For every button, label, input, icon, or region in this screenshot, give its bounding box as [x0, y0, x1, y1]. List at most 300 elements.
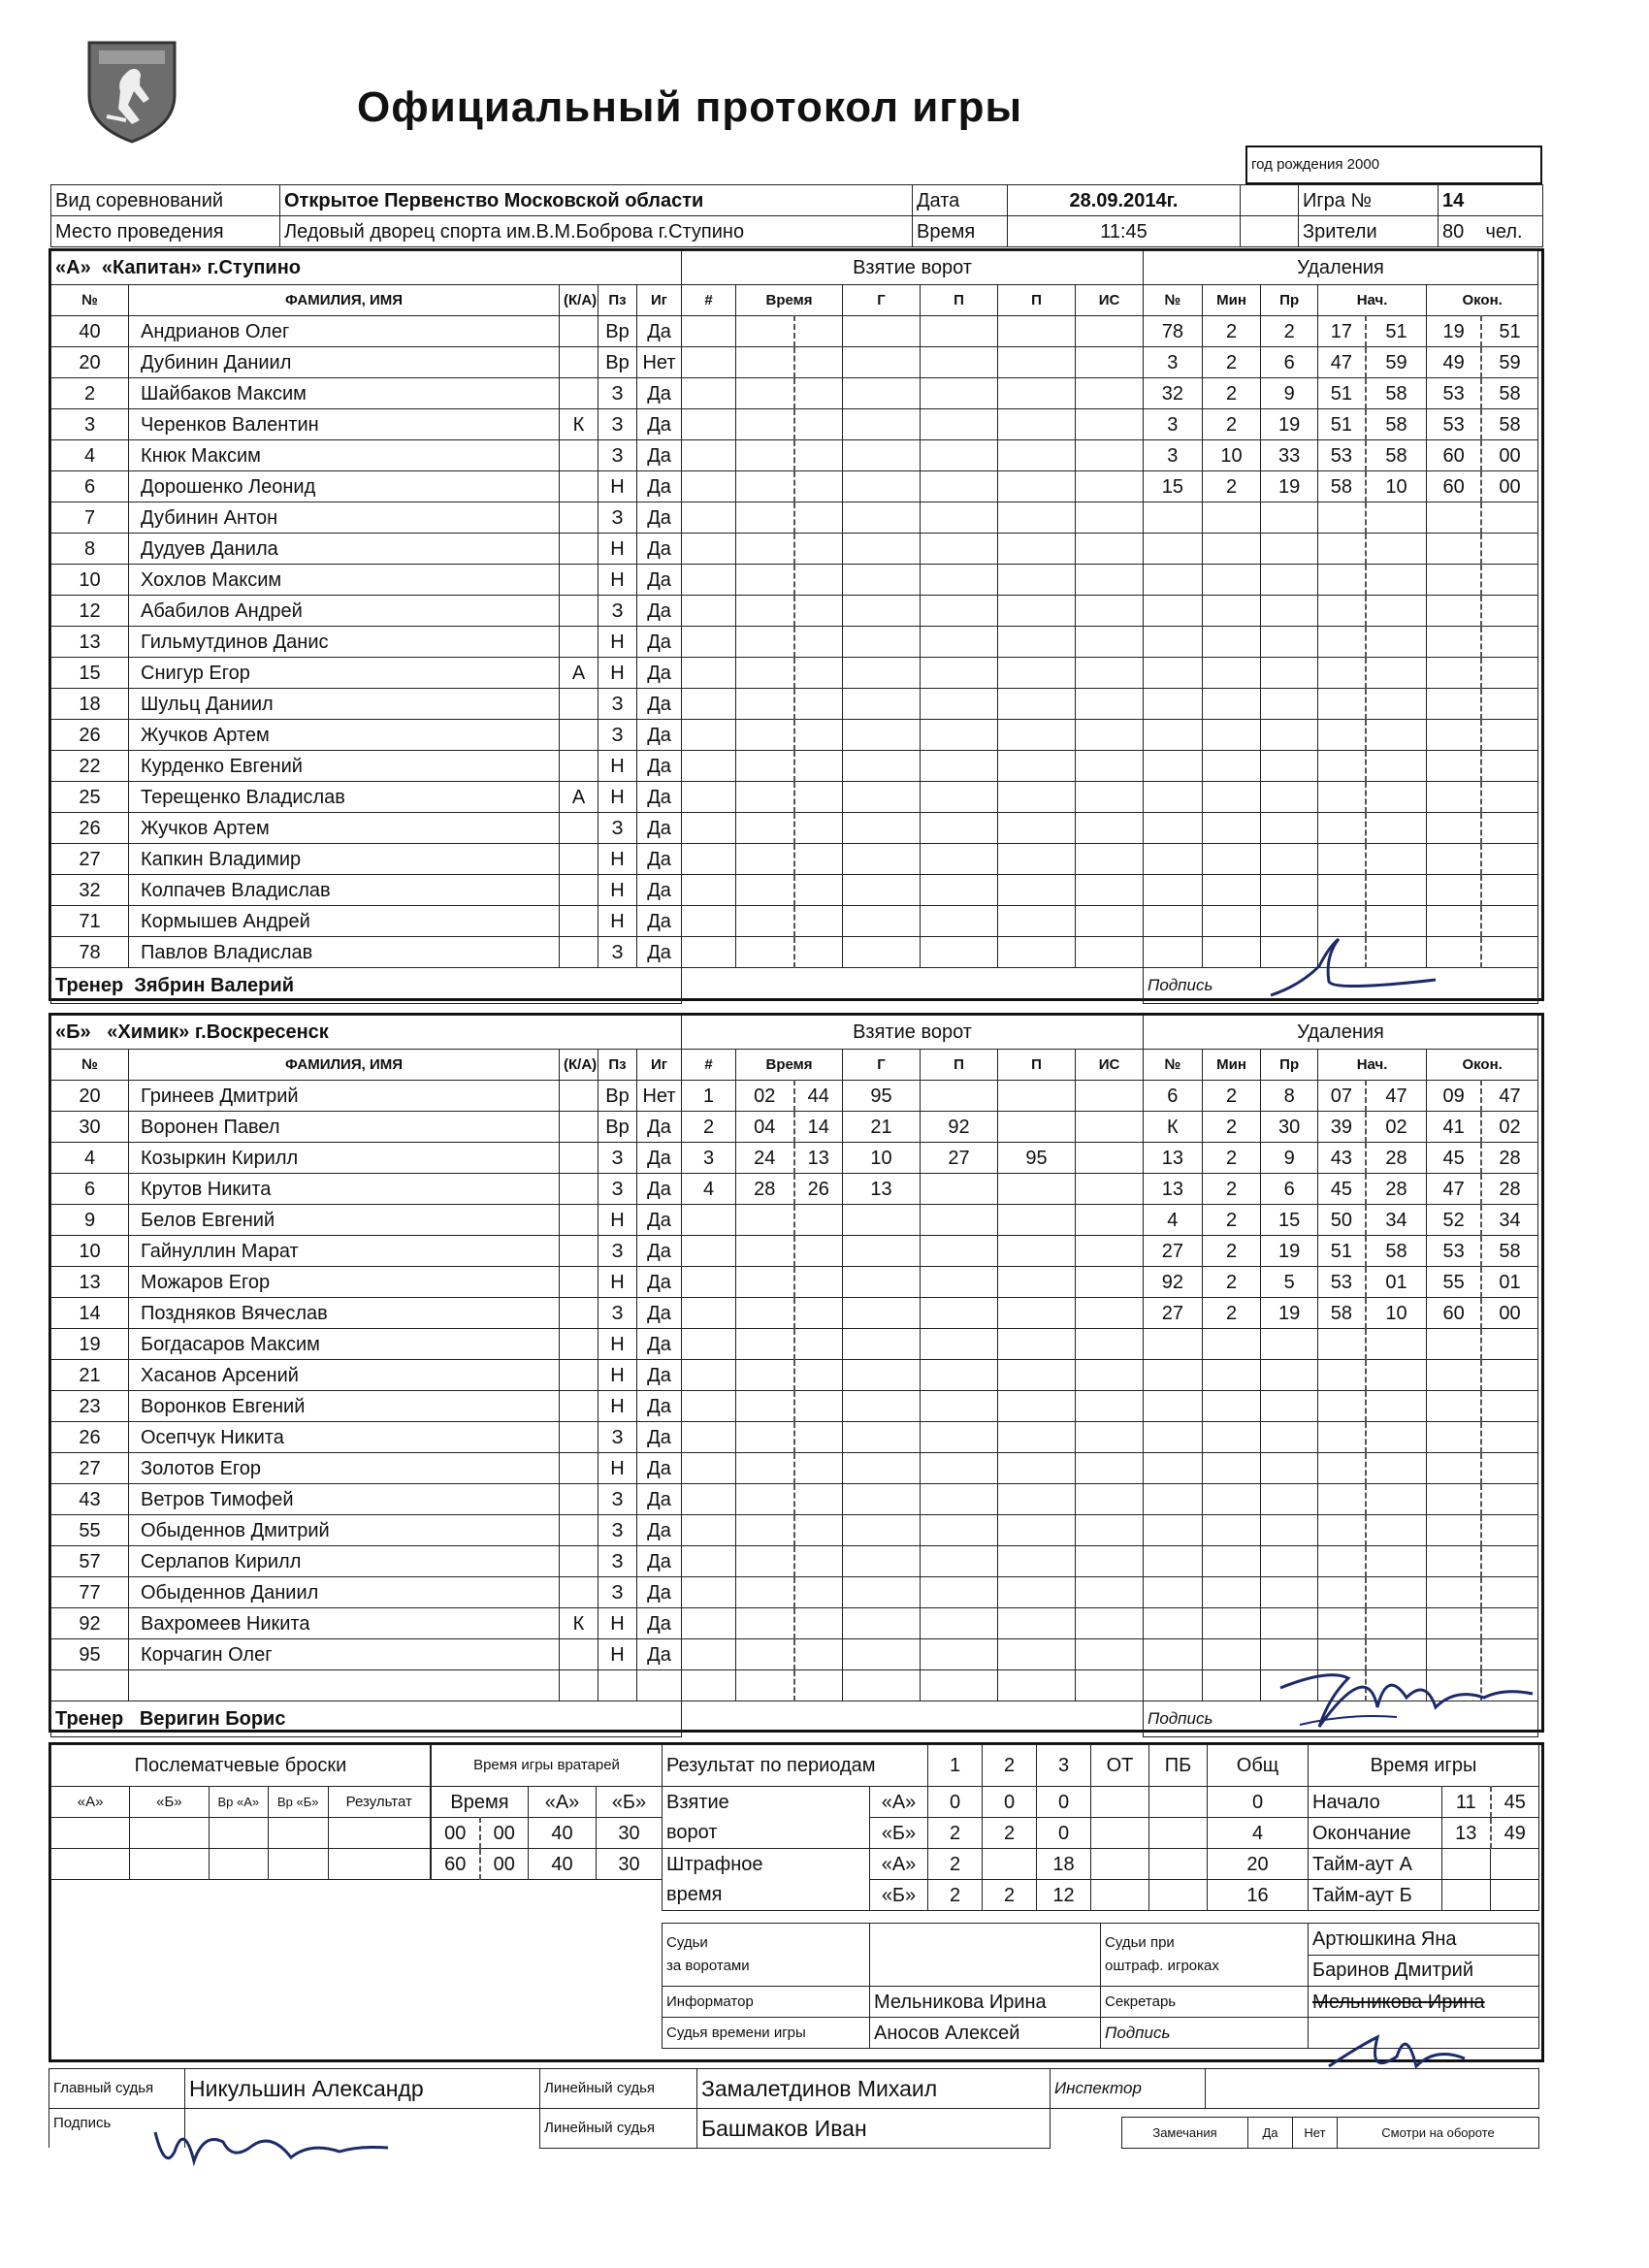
player-played: Да	[637, 1391, 682, 1422]
time-label: Время	[913, 216, 1008, 247]
team-b-tag: «Б»	[870, 1880, 928, 1911]
table-row	[51, 875, 682, 906]
penalty-reason	[1261, 689, 1317, 720]
shootout-col-gk-a: Вр «А»	[209, 1787, 269, 1818]
penalty-end-sec	[1481, 875, 1538, 906]
goal-assist-1	[921, 1236, 998, 1267]
table-row	[682, 751, 1144, 782]
penalty-start-sec: 51	[1366, 316, 1427, 347]
player-played: Да	[637, 751, 682, 782]
goal-number	[682, 378, 736, 409]
player-position: Вр	[598, 347, 637, 378]
goalie-a-number: 40	[529, 1849, 597, 1880]
goalie-time-value: 00	[432, 1818, 480, 1849]
penalty-start-sec	[1366, 782, 1427, 813]
player-name: Поздняков Вячеслав	[129, 1298, 560, 1329]
penalty-reason: 8	[1261, 1081, 1317, 1112]
penalty-end-min	[1427, 658, 1481, 689]
player-number: 13	[51, 1267, 129, 1298]
goal-minute	[736, 1298, 794, 1329]
table-row	[51, 813, 682, 844]
competition: Открытое Первенство Московской области	[280, 185, 913, 216]
end-label: Окончание	[1309, 1818, 1442, 1849]
goal-assist-2	[998, 720, 1076, 751]
penalty-start-min	[1317, 813, 1365, 844]
player-position: Вр	[598, 1081, 637, 1112]
goal-scorer	[843, 782, 921, 813]
penalty-reason	[1261, 720, 1317, 751]
goal-assist-2	[998, 1329, 1076, 1360]
goals-a-total: 0	[1208, 1787, 1309, 1818]
goal-assist-1	[921, 689, 998, 720]
penalty-reason	[1261, 1360, 1317, 1391]
table-row	[51, 689, 682, 720]
player-played: Да	[637, 1360, 682, 1391]
player-captain-mark: К	[560, 409, 598, 440]
player-number: 4	[51, 1143, 129, 1174]
player-name: Дудуев Данила	[129, 534, 560, 565]
team-a-coach: Тренер Зябрин Валерий	[51, 968, 682, 1004]
goal-assist-1	[921, 1391, 998, 1422]
penalty-player	[1144, 782, 1203, 813]
team-a-penalties-title: Удаления	[1144, 251, 1538, 285]
goal-second	[794, 1484, 843, 1515]
player-number: 6	[51, 1174, 129, 1205]
goal-second	[794, 1577, 843, 1608]
penalty-end-min: 47	[1427, 1174, 1481, 1205]
goal-number	[682, 782, 736, 813]
table-row	[51, 347, 682, 378]
col-pen-reason: Пр	[1261, 285, 1317, 316]
goal-number	[682, 1639, 736, 1670]
penalty-end-sec	[1481, 937, 1538, 968]
player-captain-mark	[560, 1639, 598, 1670]
penalty-end-min	[1427, 875, 1481, 906]
table-row	[1144, 1329, 1538, 1360]
table-row	[682, 1267, 1144, 1298]
goalie-time-value: 00	[480, 1849, 529, 1880]
table-row	[682, 534, 1144, 565]
penalty-start-min	[1317, 1608, 1365, 1639]
penalty-end-sec: 00	[1481, 471, 1538, 502]
penalty-player	[1144, 1608, 1203, 1639]
goal-strength	[1076, 1608, 1144, 1639]
goal-second	[794, 1236, 843, 1267]
timeout-a-label: Тайм-аут А	[1309, 1849, 1442, 1880]
player-captain-mark	[560, 565, 598, 596]
penalty-start-sec	[1366, 1453, 1427, 1484]
player-position: Н	[598, 534, 637, 565]
goal-strength	[1076, 1391, 1144, 1422]
pen-a-p2	[983, 1849, 1037, 1880]
goal-number	[682, 720, 736, 751]
goal-assist-1	[921, 534, 998, 565]
penalty-player	[1144, 596, 1203, 627]
goals-b-p1: 2	[928, 1818, 983, 1849]
goal-assist-2: 95	[998, 1143, 1076, 1174]
penalty-end-min: 19	[1427, 316, 1481, 347]
goal-strength	[1076, 1670, 1144, 1701]
end-hour: 13	[1442, 1818, 1491, 1849]
goals-a-pb	[1149, 1787, 1208, 1818]
player-position: Н	[598, 1360, 637, 1391]
goalie-time-col-b: «Б»	[597, 1787, 663, 1818]
goal-assist-1	[921, 316, 998, 347]
player-played: Да	[637, 627, 682, 658]
goal-minute	[736, 1360, 794, 1391]
team-b-title: «Б» «Химик» г.Воскресенск	[51, 1016, 682, 1050]
player-number: 26	[51, 1422, 129, 1453]
penalty-player: 32	[1144, 378, 1203, 409]
penalty-end-sec: 58	[1481, 378, 1538, 409]
pen-b-p2: 2	[983, 1880, 1037, 1911]
goal-second: 26	[794, 1174, 843, 1205]
penalty-judge-b: Баринов Дмитрий	[1309, 1955, 1539, 1987]
goal-minute	[736, 565, 794, 596]
penalty-start-sec: 34	[1366, 1205, 1427, 1236]
player-number: 18	[51, 689, 129, 720]
table-row	[1144, 782, 1538, 813]
table-row	[682, 658, 1144, 689]
table-row	[51, 1236, 682, 1267]
penalty-reason: 19	[1261, 471, 1317, 502]
col-pen-number: №	[1144, 285, 1203, 316]
penalty-player	[1144, 1670, 1203, 1701]
table-row	[51, 502, 682, 534]
goal-scorer	[843, 658, 921, 689]
penalty-reason: 9	[1261, 378, 1317, 409]
penalty-start-sec	[1366, 720, 1427, 751]
player-name	[129, 1670, 560, 1701]
goal-assist-1	[921, 596, 998, 627]
goal-strength	[1076, 844, 1144, 875]
pen-a-ot	[1091, 1849, 1149, 1880]
goal-assist-2	[998, 1639, 1076, 1670]
table-row	[1144, 502, 1538, 534]
player-number: 43	[51, 1484, 129, 1515]
goal-number	[682, 1267, 736, 1298]
table-row	[682, 440, 1144, 471]
player-name: Дубинин Антон	[129, 502, 560, 534]
table-row	[682, 378, 1144, 409]
spacer	[1241, 185, 1299, 216]
player-position: З	[598, 1422, 637, 1453]
player-captain-mark	[560, 751, 598, 782]
penalty-end-min: 45	[1427, 1143, 1481, 1174]
goal-minute	[736, 782, 794, 813]
penalty-minutes	[1202, 1639, 1261, 1670]
penalty-player: 13	[1144, 1143, 1203, 1174]
goal-number	[682, 565, 736, 596]
penalty-start-sec	[1366, 1577, 1427, 1608]
goal-minute	[736, 316, 794, 347]
goal-assist-1	[921, 751, 998, 782]
player-position: З	[598, 937, 637, 968]
penalty-reason	[1261, 1515, 1317, 1546]
table-row	[682, 1236, 1144, 1267]
goal-scorer	[843, 1515, 921, 1546]
penalty-player: 15	[1144, 471, 1203, 502]
shootout-col-result: Результат	[328, 1787, 430, 1818]
goal-assist-1	[921, 1453, 998, 1484]
goal-scorer	[843, 1329, 921, 1360]
player-number: 8	[51, 534, 129, 565]
goal-assist-2	[998, 440, 1076, 471]
penalty-player: 3	[1144, 409, 1203, 440]
goal-second	[794, 534, 843, 565]
goal-second	[794, 440, 843, 471]
penalty-end-sec	[1481, 720, 1538, 751]
goal-assist-2	[998, 751, 1076, 782]
goal-minute	[736, 720, 794, 751]
penalty-minutes	[1202, 937, 1261, 968]
goal-scorer	[843, 1639, 921, 1670]
table-row	[1144, 316, 1538, 347]
player-name: Колпачев Владислав	[129, 875, 560, 906]
player-number: 2	[51, 378, 129, 409]
penalty-minutes	[1202, 1453, 1261, 1484]
penalty-end-sec	[1481, 596, 1538, 627]
player-name: Обыденнов Даниил	[129, 1577, 560, 1608]
goal-strength	[1076, 1298, 1144, 1329]
team-a-goals	[681, 250, 1144, 968]
venue: Ледовый дворец спорта им.В.М.Боброва г.Ступино	[280, 216, 913, 247]
goal-assist-1	[921, 1484, 998, 1515]
player-played: Да	[637, 1639, 682, 1670]
goal-minute	[736, 1546, 794, 1577]
penalty-reason	[1261, 596, 1317, 627]
penalty-minutes	[1202, 1329, 1261, 1360]
player-name: Терещенко Владислав	[129, 782, 560, 813]
goal-scorer: 13	[843, 1174, 921, 1205]
period-1-header: 1	[928, 1745, 983, 1787]
goal-second: 14	[794, 1112, 843, 1143]
goal-minute	[736, 658, 794, 689]
goal-second	[794, 1391, 843, 1422]
table-row	[51, 1329, 682, 1360]
table-row	[51, 1143, 682, 1174]
player-position	[598, 1670, 637, 1701]
goal-number	[682, 751, 736, 782]
spectators-label: Зрители	[1299, 216, 1439, 247]
player-position: Н	[598, 471, 637, 502]
penalty-minutes: 2	[1202, 1081, 1261, 1112]
team-a-goals-title: Взятие ворот	[682, 251, 1144, 285]
table-row	[682, 471, 1144, 502]
table-row	[51, 596, 682, 627]
goal-minute	[736, 1639, 794, 1670]
document-title: Официальный протокол игры	[357, 83, 1023, 131]
penalty-end-sec: 28	[1481, 1174, 1538, 1205]
player-number: 92	[51, 1608, 129, 1639]
player-name: Воронков Евгений	[129, 1391, 560, 1422]
goal-assist-2	[998, 471, 1076, 502]
penalty-reason: 19	[1261, 1298, 1317, 1329]
team-a-signature-label: Подпись	[1144, 968, 1538, 1004]
player-position: З	[598, 689, 637, 720]
goal-assist-1	[921, 813, 998, 844]
goal-scorer	[843, 937, 921, 968]
team-b-coach: Тренер Веригин Борис	[51, 1701, 682, 1737]
col-pen-end: Окон.	[1427, 285, 1538, 316]
penalty-player: 4	[1144, 1205, 1203, 1236]
player-position: З	[598, 1484, 637, 1515]
goal-assist-2	[998, 378, 1076, 409]
player-position: Н	[598, 1329, 637, 1360]
table-row	[1144, 565, 1538, 596]
player-name: Абабилов Андрей	[129, 596, 560, 627]
goals-b-total: 4	[1208, 1818, 1309, 1849]
penalty-end-min: 49	[1427, 347, 1481, 378]
table-row	[682, 316, 1144, 347]
col-pen-reason: Пр	[1261, 1050, 1317, 1081]
penalty-reason	[1261, 1391, 1317, 1422]
goalie-b-number: 30	[597, 1818, 663, 1849]
penalty-minutes	[1202, 534, 1261, 565]
table-row	[51, 1639, 682, 1670]
penalty-end-sec	[1481, 658, 1538, 689]
player-captain-mark	[560, 316, 598, 347]
goal-scorer: 95	[843, 1081, 921, 1112]
penalty-end-sec: 59	[1481, 347, 1538, 378]
player-captain-mark	[560, 1546, 598, 1577]
end-minute: 49	[1491, 1818, 1539, 1849]
goal-number	[682, 1360, 736, 1391]
linesman-2: Башмаков Иван	[697, 2109, 1051, 2149]
penalty-reason	[1261, 502, 1317, 534]
penalty-start-min: 43	[1317, 1143, 1365, 1174]
competition-label: Вид соревнований	[51, 185, 280, 216]
penalty-start-sec: 59	[1366, 347, 1427, 378]
penalty-end-sec	[1481, 844, 1538, 875]
table-row	[51, 1546, 682, 1577]
goal-scorer	[843, 1546, 921, 1577]
player-number: 26	[51, 813, 129, 844]
penalty-player	[1144, 937, 1203, 968]
player-name: Кормышев Андрей	[129, 906, 560, 937]
penalty-player	[1144, 627, 1203, 658]
player-name: Андрианов Олег	[129, 316, 560, 347]
player-captain-mark	[560, 875, 598, 906]
table-row	[1144, 471, 1538, 502]
table-row	[51, 1515, 682, 1546]
goal-minute	[736, 813, 794, 844]
player-number: 3	[51, 409, 129, 440]
penalty-reason: 2	[1261, 316, 1317, 347]
goalie-time-col: Время	[432, 1787, 529, 1818]
player-name: Черенков Валентин	[129, 409, 560, 440]
player-name: Гринеев Дмитрий	[129, 1081, 560, 1112]
table-row	[51, 658, 682, 689]
goal-number	[682, 1515, 736, 1546]
table-row	[682, 875, 1144, 906]
table-row	[51, 378, 682, 409]
goal-assist-1	[921, 1670, 998, 1701]
goal-assist-1	[921, 906, 998, 937]
penalty-minutes	[1202, 1577, 1261, 1608]
remarks-table	[1121, 2117, 1539, 2149]
player-number: 26	[51, 720, 129, 751]
player-number: 12	[51, 596, 129, 627]
goal-assist-1	[921, 627, 998, 658]
penalty-end-sec	[1481, 782, 1538, 813]
goal-assist-1	[921, 1267, 998, 1298]
goal-scorer	[843, 409, 921, 440]
player-number: 78	[51, 937, 129, 968]
team-b-roster	[50, 1015, 682, 1737]
goal-minute	[736, 1205, 794, 1236]
penalty-player: К	[1144, 1112, 1203, 1143]
goal-strength	[1076, 751, 1144, 782]
table-row	[1144, 627, 1538, 658]
penalty-minutes: 2	[1202, 409, 1261, 440]
goal-second	[794, 1267, 843, 1298]
penalty-minutes	[1202, 1515, 1261, 1546]
player-played: Да	[637, 1174, 682, 1205]
player-number: 27	[51, 844, 129, 875]
remarks-yes[interactable]: Да	[1248, 2118, 1293, 2149]
goal-strength	[1076, 906, 1144, 937]
player-position: З	[598, 1236, 637, 1267]
penalty-start-min: 51	[1317, 378, 1365, 409]
penalty-start-min: 39	[1317, 1112, 1365, 1143]
goal-number	[682, 1608, 736, 1639]
player-name: Можаров Егор	[129, 1267, 560, 1298]
penalty-reason: 15	[1261, 1205, 1317, 1236]
col-pen-number: №	[1144, 1050, 1203, 1081]
table-row	[1144, 813, 1538, 844]
goal-assist-2	[998, 1453, 1076, 1484]
penalty-end-min	[1427, 1360, 1481, 1391]
penalty-start-min: 53	[1317, 1267, 1365, 1298]
game-label: Игра №	[1299, 185, 1439, 216]
pen-a-p1: 2	[928, 1849, 983, 1880]
player-number: 15	[51, 658, 129, 689]
table-row	[51, 1081, 682, 1112]
penalty-start-min	[1317, 534, 1365, 565]
goal-minute: 02	[736, 1081, 794, 1112]
goalie-time-col-a: «А»	[529, 1787, 597, 1818]
penalty-start-min: 58	[1317, 471, 1365, 502]
goal-assist-2	[998, 1112, 1076, 1143]
penalty-start-sec: 10	[1366, 471, 1427, 502]
player-position: Н	[598, 906, 637, 937]
penalty-reason	[1261, 813, 1317, 844]
penalty-end-min	[1427, 1329, 1481, 1360]
goal-minute: 24	[736, 1143, 794, 1174]
penalty-start-sec	[1366, 1515, 1427, 1546]
start-minute: 45	[1491, 1787, 1539, 1818]
table-row	[1144, 1577, 1538, 1608]
col-number: №	[51, 1050, 129, 1081]
goal-scorer	[843, 1608, 921, 1639]
player-captain-mark	[560, 596, 598, 627]
remarks-no[interactable]: Нет	[1293, 2118, 1338, 2149]
col-number: №	[51, 285, 129, 316]
goal-strength	[1076, 1236, 1144, 1267]
team-a-title: «А» «Капитан» г.Ступино	[51, 251, 682, 285]
goal-scorer	[843, 378, 921, 409]
player-captain-mark	[560, 720, 598, 751]
date-label: Дата	[913, 185, 1008, 216]
goal-second	[794, 409, 843, 440]
goals-b-p3: 0	[1037, 1818, 1091, 1849]
table-row	[51, 1174, 682, 1205]
penalty-start-min	[1317, 720, 1365, 751]
goal-number	[682, 1577, 736, 1608]
penalty-end-min: 60	[1427, 440, 1481, 471]
goal-second	[794, 1608, 843, 1639]
